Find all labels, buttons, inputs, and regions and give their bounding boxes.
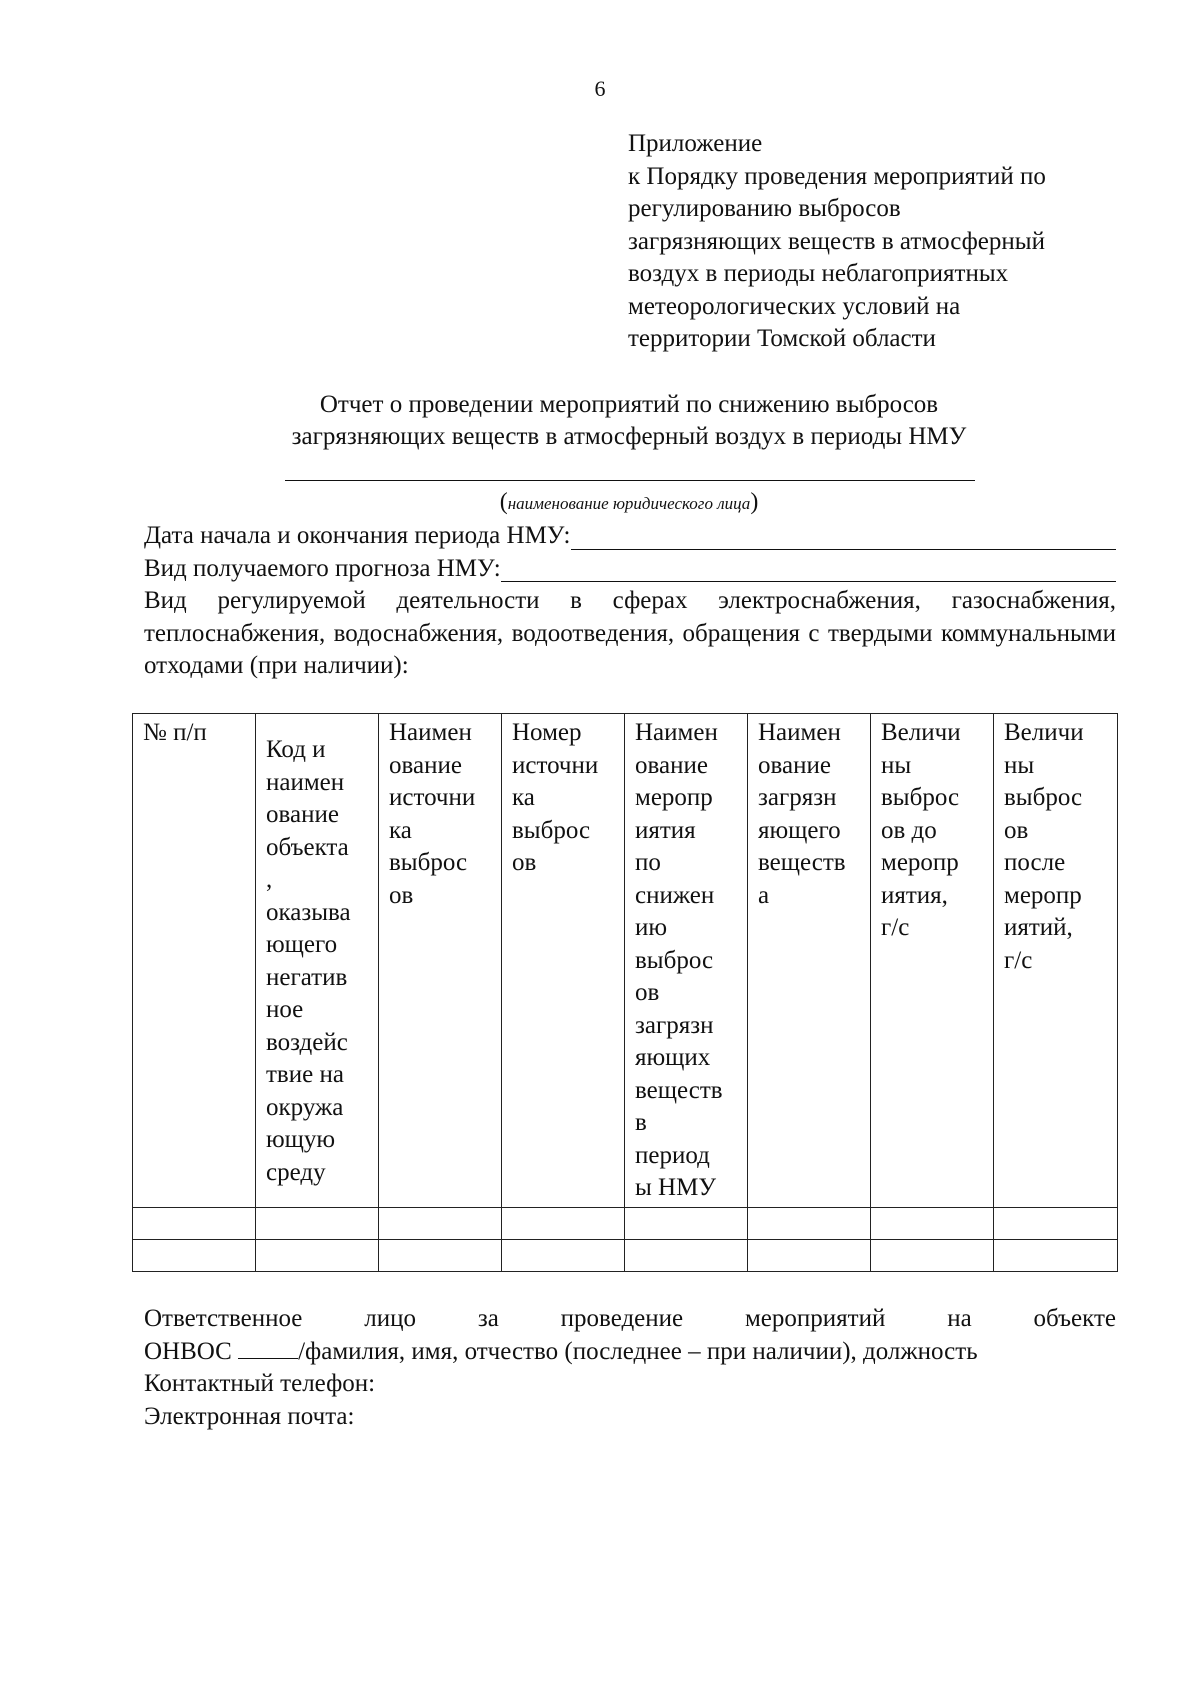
responsible-word: объекте <box>1033 1305 1116 1332</box>
table-cell[interactable] <box>256 1207 379 1239</box>
onvos-suffix: /фамилия, имя, отчество (последнее – при наличии), должность <box>298 1337 978 1365</box>
onvos-line <box>144 1336 1116 1369</box>
table-cell[interactable] <box>748 1207 871 1239</box>
header-cell: Величи ны выброс ов после меропр иятий, г/с <box>994 714 1118 1208</box>
responsible-word: мероприятий <box>744 1305 886 1332</box>
responsible-line <box>144 1303 1116 1336</box>
footer-block <box>144 1303 1116 1433</box>
header-cell: Номер источни ка выброс ов <box>502 714 625 1208</box>
header-cell: Код и наимен ование объекта , оказыва ющего негатив ное воздейс твие на окружа ющую среду <box>256 714 379 1208</box>
measures-table <box>132 713 1118 1272</box>
appendix-line: Приложение <box>628 130 763 157</box>
table-cell[interactable] <box>748 1239 871 1271</box>
responsible-word: Ответственное <box>144 1305 303 1332</box>
appendix-line: территории Томской области <box>628 325 936 352</box>
report-title-line: Отчет о проведении мероприятий по снижению выбросов <box>319 391 939 418</box>
table-cell[interactable] <box>502 1239 625 1271</box>
table-cell[interactable] <box>871 1207 994 1239</box>
appendix-line: воздух в периоды неблагоприятных <box>628 260 1009 287</box>
table-cell[interactable] <box>994 1207 1118 1239</box>
table-cell[interactable] <box>256 1239 379 1271</box>
header-cell: Наимен ование загрязн яющего веществ а <box>748 714 871 1208</box>
activity-text: Вид регулируемой деятельности в сферах электроснабжения, газоснабжения, теплоснабжения, водоснабжения, водоотведения, обращения с твердыми коммунальными отходами (при наличии): <box>144 587 1116 679</box>
table-cell[interactable] <box>994 1239 1118 1271</box>
forecast-row <box>144 553 1116 586</box>
period-field[interactable] <box>571 523 1116 550</box>
table-row <box>133 1239 1118 1271</box>
header-cell: Величи ны выброс ов до меропр иятия, г/с <box>871 714 994 1208</box>
appendix-line: регулированию выбросов <box>628 195 901 222</box>
table-header-row <box>133 714 1118 1208</box>
entity-name-caption: (наименование юридического лица) <box>499 489 759 515</box>
report-title-line: загрязняющих веществ в атмосферный воздух в периоды НМУ <box>291 423 967 450</box>
table-cell[interactable] <box>133 1207 256 1239</box>
header-cell: Наимен ование меропр иятия по снижен ию выброс ов загрязн яющих веществ в период ы НМУ <box>625 714 748 1208</box>
entity-caption-text: наименование юридического лица <box>507 494 751 513</box>
report-title <box>0 389 1200 453</box>
table-cell[interactable] <box>502 1207 625 1239</box>
appendix-block <box>628 128 1128 356</box>
onvos-blank-field[interactable] <box>238 1336 298 1359</box>
phone-label: Контактный телефон: <box>144 1370 376 1397</box>
forecast-label: Вид получаемого прогноза НМУ: <box>144 554 501 582</box>
report-fields <box>144 520 1116 683</box>
table-cell[interactable] <box>625 1207 748 1239</box>
onvos-prefix: ОНВОС <box>144 1337 232 1365</box>
table-cell[interactable] <box>625 1239 748 1271</box>
responsible-word: лицо <box>364 1305 416 1332</box>
table-cell[interactable] <box>379 1207 502 1239</box>
period-label: Дата начала и окончания периода НМУ: <box>144 522 571 549</box>
header-cell: Наимен ование источни ка выброс ов <box>379 714 502 1208</box>
entity-name-field[interactable] <box>285 480 975 481</box>
page-number: 6 <box>594 76 606 101</box>
period-row <box>144 520 1116 553</box>
responsible-word: на <box>947 1305 972 1332</box>
appendix-line: загрязняющих веществ в атмосферный <box>628 227 1045 255</box>
appendix-line: к Порядку проведения мероприятий по <box>628 162 1046 190</box>
appendix-line: метеорологических условий на <box>628 292 961 320</box>
table-row <box>133 1207 1118 1239</box>
table-cell[interactable] <box>133 1239 256 1271</box>
email-label: Электронная почта: <box>144 1402 355 1430</box>
forecast-field[interactable] <box>501 555 1116 582</box>
responsible-word: за <box>477 1305 499 1332</box>
table-cell[interactable] <box>871 1239 994 1271</box>
header-cell: № п/п <box>133 714 256 1208</box>
responsible-word: проведение <box>560 1305 684 1332</box>
table-cell[interactable] <box>379 1239 502 1271</box>
